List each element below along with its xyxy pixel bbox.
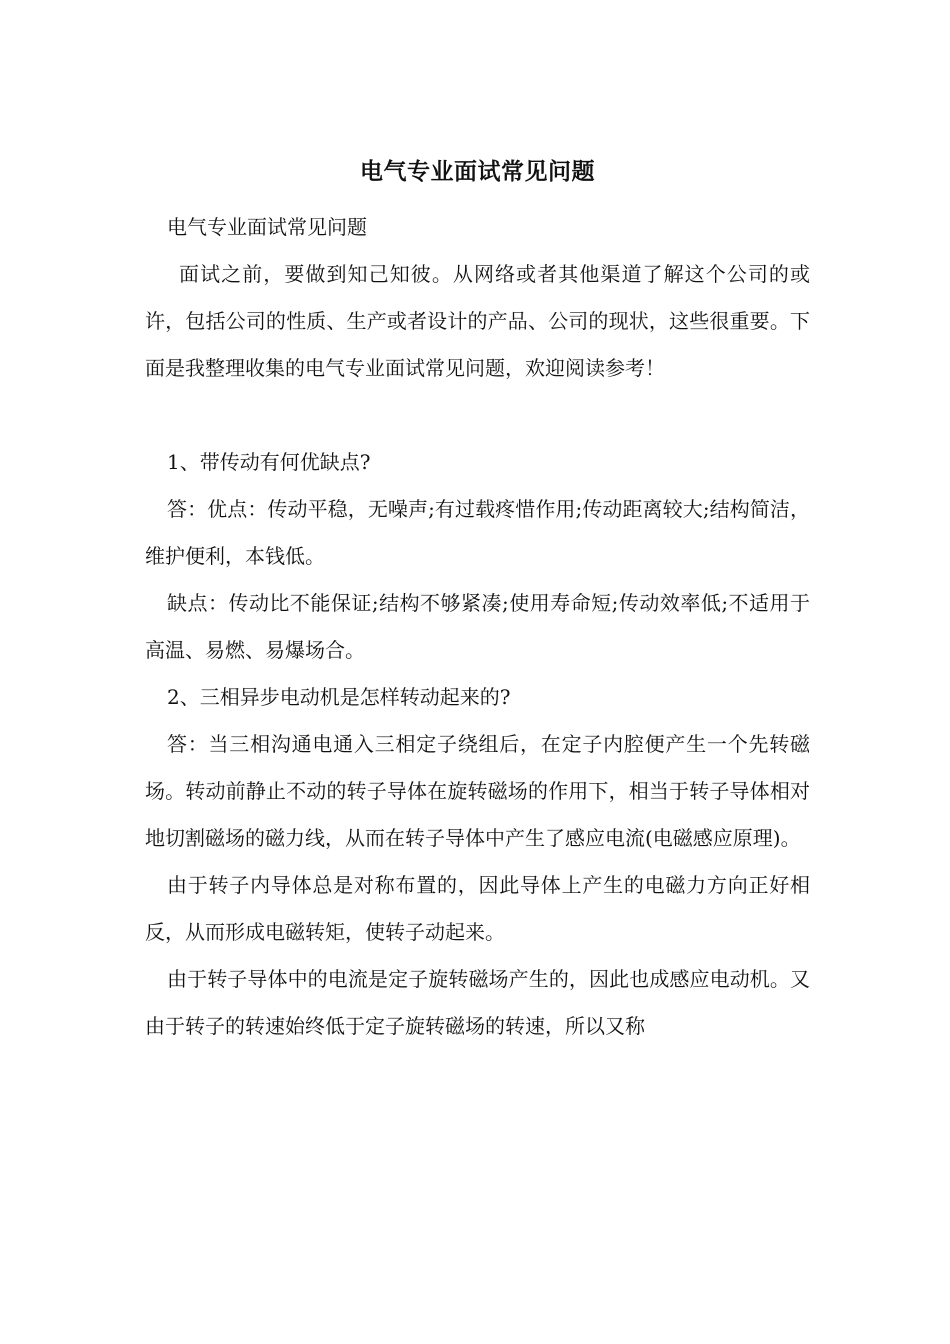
- answer-1-pros: 答：优点：传动平稳，无噪声;有过载疼惜作用;传动距离较大;结构简洁，维护便利，本钱低。: [145, 497, 810, 568]
- answer-1-cons: 缺点：传动比不能保证;结构不够紧凑;使用寿命短;传动效率低;不适用于高温、易燃、易爆场合。: [145, 591, 810, 662]
- document-body: [145, 150, 810, 1050]
- subtitle-paragraph: 电气专业面试常见问题: [167, 215, 367, 239]
- answer-2-paragraph-1: 答：当三相沟通电通入三相定子绕组后，在定子内腔便产生一个先转磁场。转动前静止不动的转子导体在旋转磁场的作用下，相当于转子导体相对地切割磁场的磁力线，从而在转子导体中产生了感应电流(电磁感应原理)。: [145, 732, 810, 850]
- question-2: 2、三相异步电动机是怎样转动起来的?: [167, 685, 511, 709]
- document-title: 电气专业面试常见问题: [360, 158, 595, 185]
- paragraph-spacer: [145, 392, 810, 439]
- intro-paragraph: 面试之前，要做到知己知彼。从网络或者其他渠道了解这个公司的或许，包括公司的性质、生产或者设计的产品、公司的现状，这些很重要。下面是我整理收集的电气专业面试常见问题，欢迎阅读参考！: [145, 262, 810, 380]
- answer-2-paragraph-2: 由于转子内导体总是对称布置的，因此导体上产生的电磁力方向正好相反，从而形成电磁转矩，使转子动起来。: [145, 873, 810, 944]
- question-1: 1、带传动有何优缺点?: [167, 450, 371, 474]
- answer-2-paragraph-3: 由于转子导体中的电流是定子旋转磁场产生的，因此也成感应电动机。又由于转子的转速始终低于定子旋转磁场的转速，所以又称: [145, 967, 810, 1038]
